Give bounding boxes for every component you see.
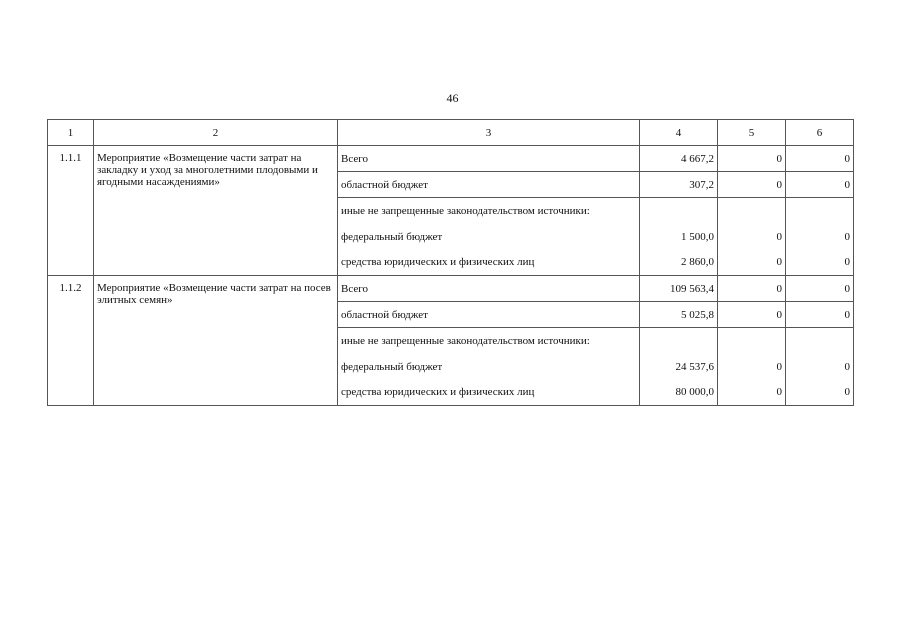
value-col5: 0	[718, 302, 786, 328]
value-col6	[786, 328, 854, 354]
source-cell: областной бюджет	[338, 302, 640, 328]
source-cell: федеральный бюджет	[338, 354, 640, 380]
value-col4	[640, 328, 718, 354]
event-description: Мероприятие «Возмещение части затрат на посев элитных семян»	[94, 276, 338, 406]
header-cell-6: 6	[786, 120, 854, 146]
header-cell-3: 3	[338, 120, 640, 146]
table-header-row	[48, 120, 854, 146]
header-cell-2: 2	[94, 120, 338, 146]
value-col6: 0	[786, 354, 854, 380]
value-col5: 0	[718, 380, 786, 406]
value-col6: 0	[786, 146, 854, 172]
item-code: 1.1.2	[48, 276, 94, 406]
value-col4: 1 500,0	[640, 224, 718, 250]
value-col6: 0	[786, 250, 854, 276]
value-col5	[718, 328, 786, 354]
value-col5: 0	[718, 224, 786, 250]
source-cell: иные не запрещенные законодательством источники:	[338, 328, 640, 354]
source-cell: Всего	[338, 276, 640, 302]
value-col5	[718, 198, 786, 224]
value-col5: 0	[718, 276, 786, 302]
value-col6: 0	[786, 172, 854, 198]
source-cell: федеральный бюджет	[338, 224, 640, 250]
value-col4: 109 563,4	[640, 276, 718, 302]
value-col4: 4 667,2	[640, 146, 718, 172]
source-cell: средства юридических и физических лиц	[338, 250, 640, 276]
value-col5: 0	[718, 172, 786, 198]
value-col6	[786, 198, 854, 224]
header-cell-5: 5	[718, 120, 786, 146]
source-cell: средства юридических и физических лиц	[338, 380, 640, 406]
value-col4: 80 000,0	[640, 380, 718, 406]
page-number: 46	[446, 91, 459, 105]
header-cell-1: 1	[48, 120, 94, 146]
source-cell: областной бюджет	[338, 172, 640, 198]
source-cell: иные не запрещенные законодательством источники:	[338, 198, 640, 224]
budget-table	[47, 119, 854, 406]
value-col4: 307,2	[640, 172, 718, 198]
value-col4: 24 537,6	[640, 354, 718, 380]
value-col6: 0	[786, 302, 854, 328]
value-col4: 2 860,0	[640, 250, 718, 276]
source-cell: Всего	[338, 146, 640, 172]
item-code: 1.1.1	[48, 146, 94, 276]
value-col5: 0	[718, 354, 786, 380]
value-col6: 0	[786, 224, 854, 250]
table-row	[48, 146, 854, 172]
value-col6: 0	[786, 276, 854, 302]
value-col4: 5 025,8	[640, 302, 718, 328]
value-col6: 0	[786, 380, 854, 406]
table-row	[48, 276, 854, 302]
event-description: Мероприятие «Возмещение части затрат на закладку и уход за многолетними плодовыми и ягодными насаждениями»	[94, 146, 338, 276]
value-col4	[640, 198, 718, 224]
value-col5: 0	[718, 250, 786, 276]
value-col5: 0	[718, 146, 786, 172]
header-cell-4: 4	[640, 120, 718, 146]
